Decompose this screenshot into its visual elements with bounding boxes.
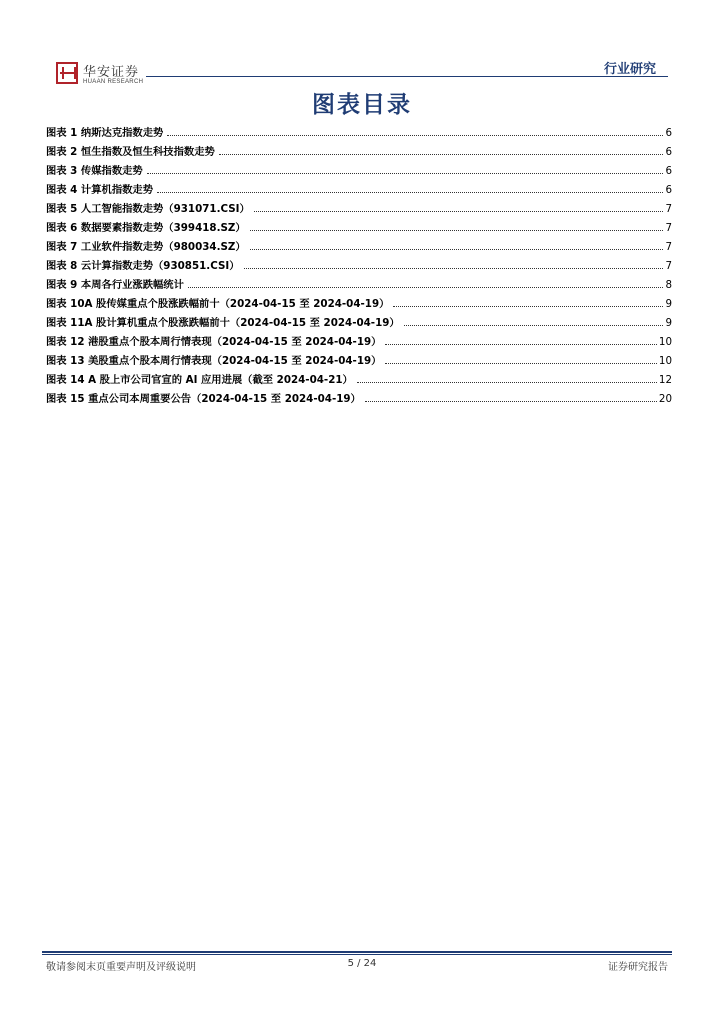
toc-entry-label: 图表 1 纳斯达克指数走势	[46, 127, 164, 139]
toc-entry-page: 10	[658, 336, 672, 348]
toc-leader-dots	[404, 325, 664, 326]
toc-entry-label: 图表 13 美股重点个股本周行情表现（2024-04-15 至 2024-04-19）	[46, 355, 382, 367]
toc-entry-page: 6	[665, 127, 672, 139]
header-divider	[146, 76, 668, 77]
toc-leader-dots	[385, 363, 656, 364]
header-section-label: 行业研究	[603, 62, 656, 77]
toc-list	[46, 120, 672, 405]
toc-leader-dots	[365, 401, 657, 402]
toc-entry-page: 9	[665, 317, 672, 329]
toc-entry-label: 图表 3 传媒指数走势	[46, 165, 143, 177]
toc-entry[interactable]	[46, 291, 672, 310]
toc-leader-dots	[357, 382, 657, 383]
toc-entry-page: 7	[665, 222, 672, 234]
footer-report-type: 证券研究报告	[608, 962, 668, 973]
logo-english-name: HUAAN RESEARCH	[83, 79, 144, 85]
page-number: 5 / 24	[347, 958, 377, 969]
toc-entry[interactable]	[46, 215, 672, 234]
toc-entry-label: 图表 6 数据要素指数走势（399418.SZ）	[46, 222, 246, 234]
toc-entry-page: 6	[665, 165, 672, 177]
toc-entry-label: 图表 10A 股传媒重点个股涨跌幅前十（2024-04-15 至 2024-04-19）	[46, 298, 390, 310]
toc-entry[interactable]	[46, 329, 672, 348]
toc-entry[interactable]	[46, 158, 672, 177]
toc-leader-dots	[219, 154, 664, 155]
toc-leader-dots	[244, 268, 664, 269]
toc-entry-page: 6	[665, 146, 672, 158]
footer-disclaimer: 敬请参阅末页重要声明及评级说明	[46, 962, 196, 973]
toc-entry-label: 图表 4 计算机指数走势	[46, 184, 154, 196]
toc-entry-page: 9	[665, 298, 672, 310]
toc-entry[interactable]	[46, 253, 672, 272]
toc-title: 图表目录	[312, 92, 412, 118]
toc-entry[interactable]	[46, 234, 672, 253]
toc-entry[interactable]	[46, 120, 672, 139]
toc-entry[interactable]	[46, 196, 672, 215]
toc-entry-label: 图表 2 恒生指数及恒生科技指数走势	[46, 146, 215, 158]
toc-entry[interactable]	[46, 310, 672, 329]
toc-entry-page: 7	[665, 260, 672, 272]
toc-entry[interactable]	[46, 139, 672, 158]
logo-chinese-name: 华安证券	[83, 65, 140, 80]
toc-leader-dots	[188, 287, 664, 288]
toc-entry-label: 图表 9 本周各行业涨跌幅统计	[46, 279, 184, 291]
toc-entry[interactable]	[46, 348, 672, 367]
toc-entry-label: 图表 5 人工智能指数走势（931071.CSI）	[46, 203, 250, 215]
toc-entry[interactable]	[46, 367, 672, 386]
toc-leader-dots	[147, 173, 664, 174]
toc-entry[interactable]	[46, 272, 672, 291]
toc-leader-dots	[250, 249, 664, 250]
toc-entry-page: 20	[658, 393, 672, 405]
toc-entry-label: 图表 12 港股重点个股本周行情表现（2024-04-15 至 2024-04-19）	[46, 336, 382, 348]
toc-leader-dots	[250, 230, 664, 231]
toc-entry-label: 图表 14 A 股上市公司官宣的 AI 应用进展（截至 2024-04-21）	[46, 374, 353, 386]
toc-entry-label: 图表 8 云计算指数走势（930851.CSI）	[46, 260, 240, 272]
toc-leader-dots	[254, 211, 664, 212]
logo-emblem-icon	[56, 62, 78, 84]
toc-entry-label: 图表 15 重点公司本周重要公告（2024-04-15 至 2024-04-19）	[46, 393, 361, 405]
toc-entry-page: 6	[665, 184, 672, 196]
footer-divider	[42, 951, 672, 953]
toc-leader-dots	[167, 135, 663, 136]
toc-leader-dots	[157, 192, 663, 193]
toc-entry[interactable]	[46, 386, 672, 405]
toc-leader-dots	[385, 344, 656, 345]
footer-divider-thin	[42, 954, 672, 955]
toc-entry-page: 8	[665, 279, 672, 291]
toc-entry-label: 图表 7 工业软件指数走势（980034.SZ）	[46, 241, 246, 253]
toc-entry-page: 7	[665, 203, 672, 215]
toc-entry-page: 12	[658, 374, 672, 386]
toc-entry[interactable]	[46, 177, 672, 196]
toc-entry-page: 10	[658, 355, 672, 367]
toc-entry-label: 图表 11A 股计算机重点个股涨跌幅前十（2024-04-15 至 2024-04-19）	[46, 317, 400, 329]
toc-entry-page: 7	[665, 241, 672, 253]
toc-leader-dots	[393, 306, 663, 307]
